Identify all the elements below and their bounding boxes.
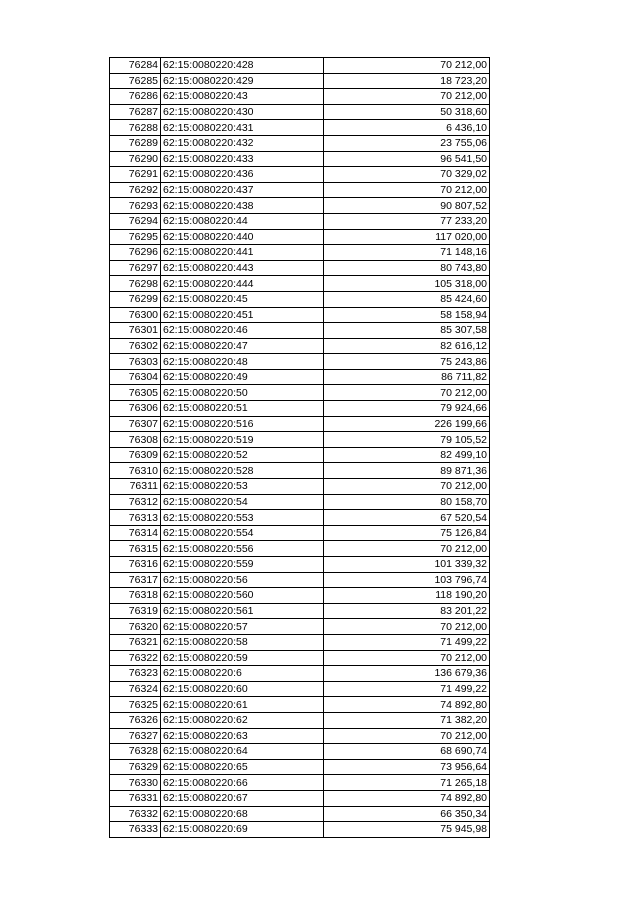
row-number-cell: 76289 (110, 135, 161, 151)
cadastral-number-cell: 62:15:0080220:436 (161, 167, 324, 183)
table-row (110, 182, 490, 198)
cadastral-number-cell: 62:15:0080220:68 (161, 806, 324, 822)
cadastral-value-cell: 96 541,50 (324, 151, 490, 167)
table-body (110, 58, 490, 838)
cadastral-number-cell: 62:15:0080220:51 (161, 401, 324, 417)
cadastral-value-cell: 68 690,74 (324, 744, 490, 760)
cadastral-value-cell: 70 212,00 (324, 89, 490, 105)
cadastral-number-cell: 62:15:0080220:63 (161, 728, 324, 744)
row-number-cell: 76327 (110, 728, 161, 744)
row-number-cell: 76331 (110, 790, 161, 806)
cadastral-value-cell: 75 126,84 (324, 525, 490, 541)
row-number-cell: 76317 (110, 572, 161, 588)
cadastral-number-cell: 62:15:0080220:43 (161, 89, 324, 105)
cadastral-number-cell: 62:15:0080220:49 (161, 369, 324, 385)
row-number-cell: 76300 (110, 307, 161, 323)
row-number-cell: 76316 (110, 557, 161, 573)
row-number-cell: 76286 (110, 89, 161, 105)
cadastral-number-cell: 62:15:0080220:44 (161, 213, 324, 229)
row-number-cell: 76306 (110, 401, 161, 417)
row-number-cell: 76318 (110, 588, 161, 604)
table-row (110, 104, 490, 120)
table-row (110, 213, 490, 229)
cadastral-number-cell: 62:15:0080220:437 (161, 182, 324, 198)
cadastral-value-cell: 82 499,10 (324, 447, 490, 463)
table-row (110, 775, 490, 791)
table-row (110, 541, 490, 557)
row-number-cell: 76305 (110, 385, 161, 401)
table-row (110, 822, 490, 838)
cadastral-number-cell: 62:15:0080220:519 (161, 432, 324, 448)
cadastral-number-cell: 62:15:0080220:440 (161, 229, 324, 245)
row-number-cell: 76319 (110, 603, 161, 619)
cadastral-value-cell: 86 711,82 (324, 369, 490, 385)
table-row (110, 401, 490, 417)
table-row (110, 494, 490, 510)
table-row (110, 681, 490, 697)
cadastral-number-cell: 62:15:0080220:451 (161, 307, 324, 323)
table-row (110, 790, 490, 806)
row-number-cell: 76329 (110, 759, 161, 775)
cadastral-value-cell: 67 520,54 (324, 510, 490, 526)
cadastral-number-cell: 62:15:0080220:438 (161, 198, 324, 214)
row-number-cell: 76332 (110, 806, 161, 822)
cadastral-number-cell: 62:15:0080220:429 (161, 73, 324, 89)
row-number-cell: 76294 (110, 213, 161, 229)
row-number-cell: 76293 (110, 198, 161, 214)
cadastral-number-cell: 62:15:0080220:528 (161, 463, 324, 479)
cadastral-number-cell: 62:15:0080220:516 (161, 416, 324, 432)
cadastral-value-cell: 90 807,52 (324, 198, 490, 214)
table-row (110, 135, 490, 151)
table-row (110, 120, 490, 136)
table-row (110, 510, 490, 526)
row-number-cell: 76322 (110, 650, 161, 666)
cadastral-value-cell: 70 212,00 (324, 650, 490, 666)
table-row (110, 619, 490, 635)
cadastral-value-cell: 136 679,36 (324, 666, 490, 682)
cadastral-value-cell: 117 020,00 (324, 229, 490, 245)
cadastral-value-cell: 71 382,20 (324, 712, 490, 728)
cadastral-number-cell: 62:15:0080220:559 (161, 557, 324, 573)
table-row (110, 603, 490, 619)
cadastral-number-cell: 62:15:0080220:54 (161, 494, 324, 510)
table-row (110, 728, 490, 744)
cadastral-number-cell: 62:15:0080220:57 (161, 619, 324, 635)
row-number-cell: 76295 (110, 229, 161, 245)
cadastral-number-cell: 62:15:0080220:46 (161, 323, 324, 339)
row-number-cell: 76333 (110, 822, 161, 838)
cadastral-value-cell: 66 350,34 (324, 806, 490, 822)
table-row (110, 354, 490, 370)
cadastral-number-cell: 62:15:0080220:67 (161, 790, 324, 806)
table-row (110, 759, 490, 775)
cadastral-value-cell: 71 265,18 (324, 775, 490, 791)
table-row (110, 712, 490, 728)
table-row (110, 58, 490, 74)
row-number-cell: 76287 (110, 104, 161, 120)
row-number-cell: 76297 (110, 260, 161, 276)
row-number-cell: 76296 (110, 245, 161, 261)
cadastral-value-cell: 105 318,00 (324, 276, 490, 292)
cadastral-number-cell: 62:15:0080220:59 (161, 650, 324, 666)
cadastral-number-cell: 62:15:0080220:53 (161, 479, 324, 495)
row-number-cell: 76285 (110, 73, 161, 89)
cadastral-number-cell: 62:15:0080220:64 (161, 744, 324, 760)
table-row (110, 245, 490, 261)
cadastral-number-cell: 62:15:0080220:56 (161, 572, 324, 588)
row-number-cell: 76309 (110, 447, 161, 463)
row-number-cell: 76304 (110, 369, 161, 385)
table-row (110, 588, 490, 604)
row-number-cell: 76324 (110, 681, 161, 697)
row-number-cell: 76308 (110, 432, 161, 448)
cadastral-number-cell: 62:15:0080220:560 (161, 588, 324, 604)
cadastral-number-cell: 62:15:0080220:432 (161, 135, 324, 151)
cadastral-value-cell: 77 233,20 (324, 213, 490, 229)
cadastral-number-cell: 62:15:0080220:47 (161, 338, 324, 354)
cadastral-value-cell: 70 212,00 (324, 182, 490, 198)
cadastral-value-cell: 80 743,80 (324, 260, 490, 276)
cadastral-number-cell: 62:15:0080220:556 (161, 541, 324, 557)
cadastral-number-cell: 62:15:0080220:58 (161, 634, 324, 650)
table-row (110, 260, 490, 276)
table-row (110, 73, 490, 89)
cadastral-value-cell: 70 212,00 (324, 728, 490, 744)
cadastral-value-cell: 70 212,00 (324, 541, 490, 557)
table-row (110, 167, 490, 183)
row-number-cell: 76291 (110, 167, 161, 183)
cadastral-value-cell: 73 956,64 (324, 759, 490, 775)
cadastral-number-cell: 62:15:0080220:430 (161, 104, 324, 120)
cadastral-number-cell: 62:15:0080220:50 (161, 385, 324, 401)
table-row (110, 463, 490, 479)
cadastral-number-cell: 62:15:0080220:431 (161, 120, 324, 136)
table-row (110, 666, 490, 682)
table-row (110, 479, 490, 495)
row-number-cell: 76284 (110, 58, 161, 74)
row-number-cell: 76302 (110, 338, 161, 354)
cadastral-number-cell: 62:15:0080220:553 (161, 510, 324, 526)
table-row (110, 385, 490, 401)
row-number-cell: 76314 (110, 525, 161, 541)
cadastral-value-table (109, 57, 490, 838)
cadastral-value-cell: 6 436,10 (324, 120, 490, 136)
table-row (110, 806, 490, 822)
table-row (110, 416, 490, 432)
table-row (110, 338, 490, 354)
row-number-cell: 76288 (110, 120, 161, 136)
cadastral-value-cell: 70 212,00 (324, 619, 490, 635)
cadastral-number-cell: 62:15:0080220:45 (161, 291, 324, 307)
cadastral-value-cell: 70 212,00 (324, 479, 490, 495)
cadastral-number-cell: 62:15:0080220:61 (161, 697, 324, 713)
cadastral-value-cell: 82 616,12 (324, 338, 490, 354)
row-number-cell: 76330 (110, 775, 161, 791)
cadastral-value-cell: 79 924,66 (324, 401, 490, 417)
cadastral-number-cell: 62:15:0080220:69 (161, 822, 324, 838)
table-row (110, 229, 490, 245)
table-row (110, 307, 490, 323)
row-number-cell: 76311 (110, 479, 161, 495)
row-number-cell: 76315 (110, 541, 161, 557)
table-row (110, 447, 490, 463)
cadastral-value-cell: 75 243,86 (324, 354, 490, 370)
table-row (110, 291, 490, 307)
table-row (110, 744, 490, 760)
row-number-cell: 76321 (110, 634, 161, 650)
cadastral-value-cell: 70 329,02 (324, 167, 490, 183)
cadastral-value-cell: 75 945,98 (324, 822, 490, 838)
cadastral-number-cell: 62:15:0080220:433 (161, 151, 324, 167)
cadastral-number-cell: 62:15:0080220:48 (161, 354, 324, 370)
row-number-cell: 76290 (110, 151, 161, 167)
row-number-cell: 76312 (110, 494, 161, 510)
cadastral-value-cell: 71 499,22 (324, 681, 490, 697)
cadastral-value-cell: 80 158,70 (324, 494, 490, 510)
cadastral-value-cell: 18 723,20 (324, 73, 490, 89)
cadastral-value-cell: 118 190,20 (324, 588, 490, 604)
cadastral-value-cell: 74 892,80 (324, 697, 490, 713)
cadastral-value-cell: 85 307,58 (324, 323, 490, 339)
row-number-cell: 76292 (110, 182, 161, 198)
cadastral-value-cell: 58 158,94 (324, 307, 490, 323)
cadastral-value-cell: 74 892,80 (324, 790, 490, 806)
table-row (110, 525, 490, 541)
cadastral-value-cell: 23 755,06 (324, 135, 490, 151)
table-row (110, 89, 490, 105)
row-number-cell: 76325 (110, 697, 161, 713)
table-row (110, 572, 490, 588)
table-row (110, 557, 490, 573)
cadastral-value-cell: 71 499,22 (324, 634, 490, 650)
table-row (110, 634, 490, 650)
table-row (110, 697, 490, 713)
cadastral-number-cell: 62:15:0080220:554 (161, 525, 324, 541)
cadastral-number-cell: 62:15:0080220:60 (161, 681, 324, 697)
row-number-cell: 76310 (110, 463, 161, 479)
cadastral-number-cell: 62:15:0080220:66 (161, 775, 324, 791)
cadastral-value-cell: 226 199,66 (324, 416, 490, 432)
cadastral-number-cell: 62:15:0080220:561 (161, 603, 324, 619)
cadastral-value-cell: 70 212,00 (324, 385, 490, 401)
cadastral-value-cell: 89 871,36 (324, 463, 490, 479)
table-row (110, 151, 490, 167)
cadastral-number-cell: 62:15:0080220:428 (161, 58, 324, 74)
cadastral-value-cell: 70 212,00 (324, 58, 490, 74)
table-row (110, 276, 490, 292)
cadastral-number-cell: 62:15:0080220:443 (161, 260, 324, 276)
row-number-cell: 76313 (110, 510, 161, 526)
row-number-cell: 76307 (110, 416, 161, 432)
row-number-cell: 76320 (110, 619, 161, 635)
cadastral-value-cell: 79 105,52 (324, 432, 490, 448)
row-number-cell: 76303 (110, 354, 161, 370)
cadastral-value-cell: 103 796,74 (324, 572, 490, 588)
table-row (110, 369, 490, 385)
row-number-cell: 76298 (110, 276, 161, 292)
cadastral-number-cell: 62:15:0080220:444 (161, 276, 324, 292)
cadastral-value-cell: 50 318,60 (324, 104, 490, 120)
cadastral-number-cell: 62:15:0080220:6 (161, 666, 324, 682)
cadastral-value-cell: 85 424,60 (324, 291, 490, 307)
cadastral-value-cell: 83 201,22 (324, 603, 490, 619)
table-row (110, 650, 490, 666)
row-number-cell: 76323 (110, 666, 161, 682)
row-number-cell: 76301 (110, 323, 161, 339)
cadastral-number-cell: 62:15:0080220:441 (161, 245, 324, 261)
cadastral-number-cell: 62:15:0080220:52 (161, 447, 324, 463)
table-row (110, 323, 490, 339)
table-row (110, 432, 490, 448)
cadastral-value-cell: 71 148,16 (324, 245, 490, 261)
row-number-cell: 76326 (110, 712, 161, 728)
cadastral-number-cell: 62:15:0080220:62 (161, 712, 324, 728)
row-number-cell: 76299 (110, 291, 161, 307)
table-row (110, 198, 490, 214)
cadastral-value-cell: 101 339,32 (324, 557, 490, 573)
row-number-cell: 76328 (110, 744, 161, 760)
cadastral-number-cell: 62:15:0080220:65 (161, 759, 324, 775)
